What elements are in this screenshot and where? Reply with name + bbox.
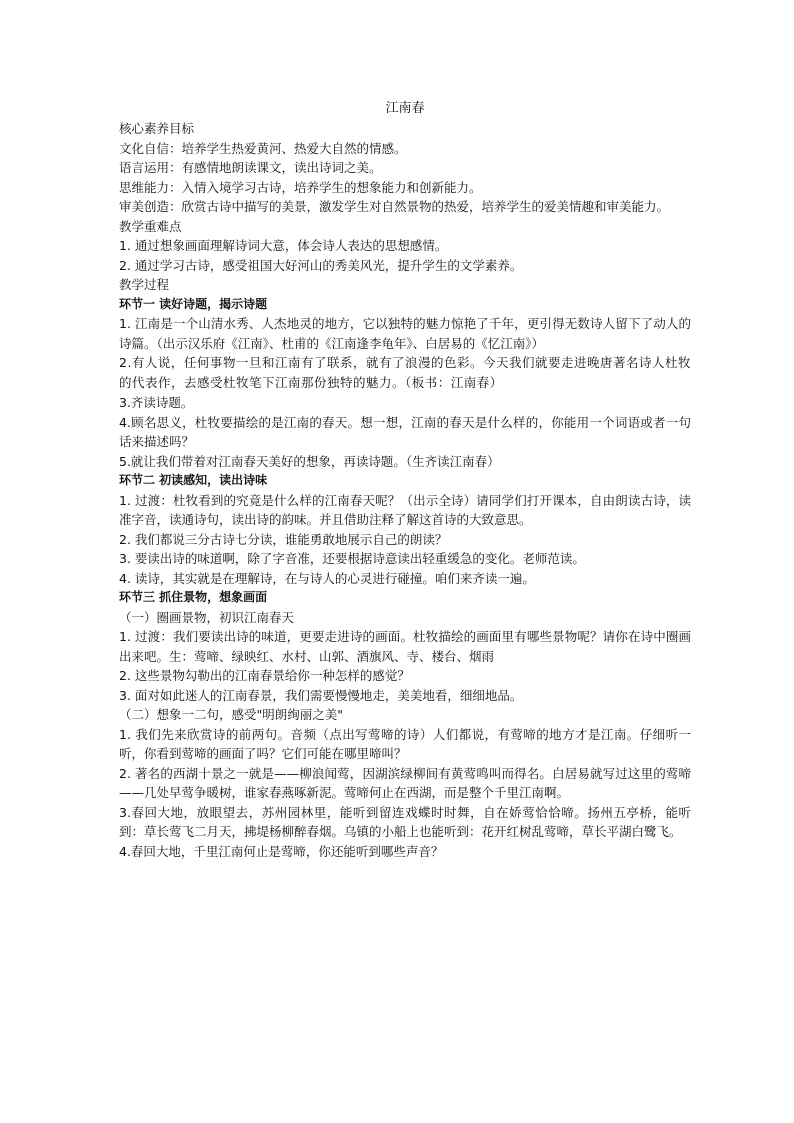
section-heading: 环节三 抓住景物，想象画面 [119,590,268,604]
text-line: 4.顾名思义，杜牧要描绘的是江南的春天。想一想，江南的春天是什么样的，你能用一个词语或者一句话来描述吗？ [119,414,691,449]
text-line: 5.就让我们带着对江南春天美好的想象，再读诗题。（生齐读江南春） [119,453,500,469]
text-line: 2.有人说，任何事物一旦和江南有了联系，就有了浪漫的色彩。今天我们就要走进晚唐著名诗人杜牧的代表作，去感受杜牧笔下江南那份独特的魅力。（板书：江南春） [119,355,691,390]
text-line: 1. 我们先来欣赏诗的前两句。音频（点出写莺啼的诗）人们都说，有莺啼的地方才是江南。仔细听一听，你看到莺啼的画面了吗？它们可能在哪里啼叫？ [119,726,691,761]
section-heading: 环节一 读好诗题，揭示诗题 [119,296,268,311]
text-line: 2. 这些景物勾勒出的江南春景给你一种怎样的感觉？ [119,668,410,683]
document-body [119,99,691,861]
text-line: 2. 通过学习古诗，感受祖国大好河山的秀美风光，提升学生的文学素养。 [119,257,523,273]
section-heading: 环节二 初读感知，读出诗味 [119,473,268,487]
document-lines [119,119,691,861]
text-line: 3.春回大地，放眼望去，苏州园林里，能听到留连戏蝶时时舞，自在娇莺恰恰啼。扬州五亭桥，能听到：草长莺飞二月天，拂堤杨柳醉春烟。乌镇的小船上也能听到：花开红树乱莺啼，草长平湖白鹭飞。 [119,804,691,839]
text-line: 4. 读诗，其实就是在理解诗，在与诗人的心灵进行碰撞。咱们来齐读一遍。 [119,570,535,586]
text-line: （二）想象一二句，感受"明朗绚丽之美" [119,707,343,722]
text-line: （一）圈画景物，初识江南春天 [119,609,295,625]
text-line: 2. 我们都说三分古诗七分读，谁能勇敢地展示自己的朗读？ [119,531,448,547]
page-title: 江南春 [385,101,425,116]
text-line: 思维能力：入情入境学习古诗，培养学生的想象能力和创新能力。 [119,179,482,195]
text-line: 教学过程 [119,277,170,292]
text-line: 文化自信：培养学生热爱黄河、热爱大自然的情感。 [119,140,407,156]
text-line: 1. 过渡：我们要读出诗的味道，更要走进诗的画面。杜牧描绘的画面里有哪些景物呢？请你在诗中圈画出来吧。生：莺啼、绿映红、水村、山郭、酒旗风、寺、楼台、烟雨 [119,629,691,664]
text-line: 4.春回大地，千里江南何止是莺啼，你还能听到哪些声音？ [119,843,444,859]
text-line: 2. 著名的西湖十景之一就是——柳浪闻莺，因湖滨绿柳间有黄莺鸣叫而得名。白居易就写过这里的莺啼——几处早莺争暖树，谁家春燕啄新泥。莺啼何止在西湖，而是整个千里江南啊。 [119,765,691,800]
text-line: 1. 通过想象画面理解诗词大意，体会诗人表达的思想感情。 [119,238,448,253]
text-line: 核心素养目标 [119,121,195,136]
text-line: 教学重难点 [119,218,182,234]
text-line: 3. 面对如此迷人的江南春景，我们需要慢慢地走，美美地看，细细地品。 [119,687,523,703]
text-line: 1. 过渡：杜牧看到的究竟是什么样的江南春天呢？（出示全诗）请同学们打开课本，自由朗读古诗，读准字音，读通诗句，读出诗的韵味。并且借助注释了解这首诗的大致意思。 [119,492,691,527]
text-line: 语言运用：有感情地朗读课文，读出诗词之美。 [119,160,382,175]
text-line: 审美创造：欣赏古诗中描写的美景，激发学生对自然景物的热爱，培养学生的爱美情趣和审美能力。 [119,199,670,214]
text-line: 3. 要读出诗的味道啊，除了字音准，还要根据诗意读出轻重缓急的变化。老师范读。 [119,551,585,566]
text-line: 3.齐读诗题。 [119,395,194,410]
text-line: 1. 江南是一个山清水秀、人杰地灵的地方，它以独特的魅力惊艳了千年，更引得无数诗人留下了动人的诗篇。（出示汉乐府《江南》、杜甫的《江南逢李龟年》、白居易的《忆江南》） [119,316,691,351]
